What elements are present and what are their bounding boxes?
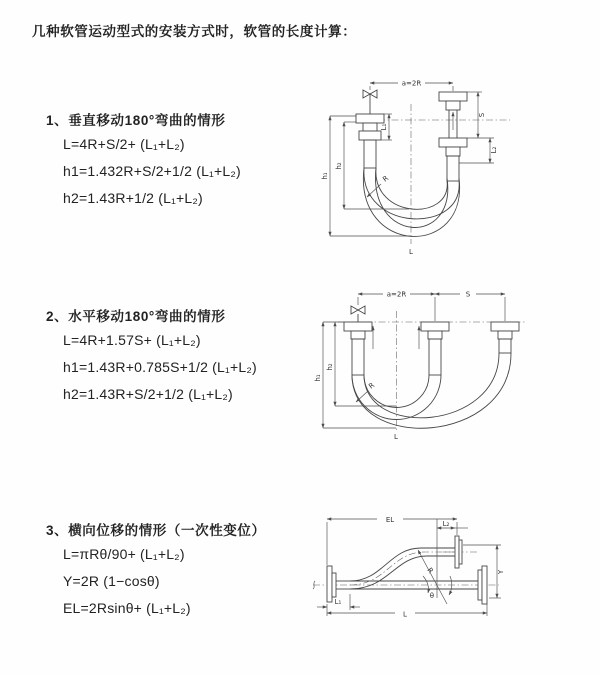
- dim-label-el: EL: [385, 516, 395, 524]
- length-label: L: [394, 433, 398, 441]
- dim-label-h1: h₁: [321, 172, 329, 180]
- dim-label-h1: h₁: [314, 374, 322, 382]
- dim-a2r: [370, 80, 453, 92]
- dim-label-h2: h₂: [326, 363, 334, 371]
- dim-l: [327, 604, 487, 619]
- radius-label: R: [425, 566, 435, 576]
- pipe-end-left: [344, 322, 372, 375]
- flange-left: [327, 566, 350, 602]
- dim-label-l: L: [403, 610, 407, 619]
- section-1-heading: 1、垂直移动180°弯曲的情形: [46, 113, 226, 128]
- dim-label-y: Y: [497, 569, 505, 575]
- braided-hose-section: [447, 156, 459, 181]
- radius-label: R: [381, 174, 391, 184]
- pipe-end-middle: [421, 322, 449, 375]
- radius-label: R: [367, 381, 377, 391]
- dim-label-h2: h₂: [335, 162, 343, 170]
- section-1-formula-h1: h1=1.432R+S/2+1/2 (L₁+L₂): [63, 163, 241, 179]
- angle-theta: [423, 576, 452, 600]
- dim-label-s: S: [478, 112, 486, 118]
- hose-u-bend: [352, 353, 511, 428]
- braided-hose-section: [364, 140, 376, 168]
- dim-label-l1: L₁: [334, 598, 342, 606]
- centerlines: [313, 552, 499, 589]
- dim-label-l2: L₂: [490, 146, 498, 154]
- dim-l2: [437, 520, 468, 528]
- radius-leader: [356, 381, 376, 402]
- angle-label: θ: [429, 592, 434, 600]
- braided-hose-section: [429, 339, 441, 375]
- section-2-formula-h1: h1=1.43R+0.785S+1/2 (L₁+L₂): [63, 359, 257, 375]
- pipe-end-right: [439, 92, 467, 181]
- section-2-formula-l: L=4R+1.57S+ (L₁+L₂): [63, 332, 201, 348]
- dim-label-s: S: [465, 290, 471, 299]
- section-1-formula-h2: h2=1.43R+1/2 (L₁+L₂): [63, 190, 203, 206]
- valve-icon: [363, 90, 377, 114]
- page-title: 几种软管运动型式的安装方式时，软管的长度计算：: [32, 24, 357, 39]
- braided-hose-section: [499, 339, 511, 353]
- dim-label-a2r: a=2R: [401, 79, 422, 88]
- flange-upper-right: [455, 536, 462, 568]
- pipe-end-right: [491, 322, 519, 353]
- dim-l1: [317, 594, 360, 610]
- hose-u-bend: [363, 168, 459, 236]
- section-3-heading: 3、横向位移的情形（一次性变位）: [46, 523, 266, 538]
- diagram-lateral-displacement: [303, 506, 600, 651]
- section-2-formula-h2: h2=1.43R+S/2+1/2 (L₁+L₂): [63, 386, 233, 402]
- valve-icon: [351, 306, 365, 322]
- dim-label-a2r: a=2R: [386, 290, 407, 299]
- dim-el: [327, 516, 457, 565]
- section-3-formula-el: EL=2Rsinθ+ (L₁+L₂): [63, 600, 191, 616]
- length-label: L: [409, 248, 413, 256]
- section-2-heading: 2、水平移动180°弯曲的情形: [46, 309, 226, 324]
- diagram-vertical-180-bend: [318, 76, 586, 264]
- hose-s-curve: [350, 548, 455, 589]
- section-3-formula-y: Y=2R (1−cosθ): [63, 573, 160, 589]
- pipe-end-left: [356, 114, 384, 168]
- dim-s: [435, 291, 505, 322]
- section-3-formula-l: L=πRθ/90+ (L₁+L₂): [63, 546, 185, 562]
- section-1-formula-l: L=4R+S/2+ (L₁+L₂): [63, 136, 185, 152]
- diagram-horizontal-180-bend: [313, 281, 600, 451]
- braided-hose-section: [352, 339, 364, 375]
- dim-label-l2: L₂: [442, 520, 450, 528]
- dim-label-l1: L₁: [380, 123, 388, 131]
- dim-s: [467, 92, 494, 138]
